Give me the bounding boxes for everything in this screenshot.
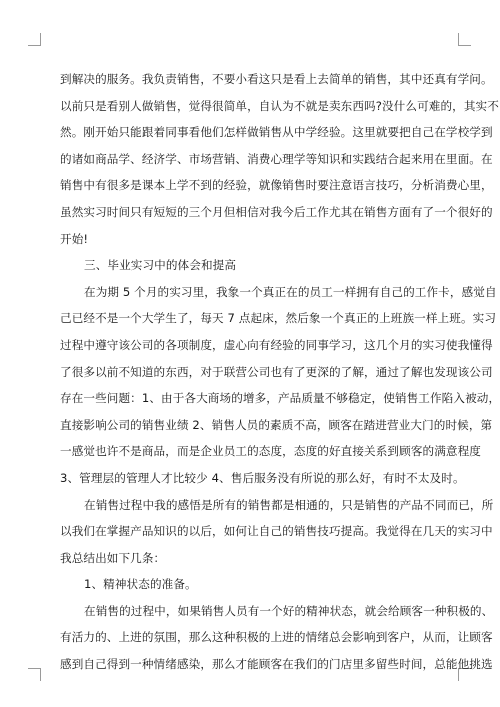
- text-line: 到解决的服务。我负责销售，不要小看这只是看上去简单的销售，其中还真有学问。: [60, 72, 493, 86]
- text-line: 以我们在掌握产品知识的以后，如何让自己的销售技巧提高。我觉得在几天的实习中: [60, 524, 493, 539]
- text-line: 有活力的、上进的氛围，那么这种积极的上进的情绪总会影响到客户，从而，让顾客: [60, 630, 493, 645]
- text-line: 在销售的过程中，如果销售人员有一个好的精神状态，就会给顾客一种积极的、: [84, 603, 494, 618]
- subsection-heading: 1、精神状态的准备。: [84, 577, 197, 592]
- crop-mark-bottom-left: [28, 668, 41, 681]
- text-line: 直接影响公司的销售业绩 2、销售人员的素质不高，顾客在踏进营业大门的时候，第: [60, 417, 493, 432]
- text-line: 3、管理层的管理人才比较少 4、售后服务没有所说的那么好，有时不太及时。: [60, 470, 465, 485]
- text-line: 在为期 5 个月的实习里，我象一个真正在的员工一样拥有自己的工作卡，感觉自: [84, 284, 497, 299]
- text-line: 的诸如商品学、经济学、市场营销、消费心理学等知识和实践结合起来用在里面。在: [60, 151, 493, 166]
- text-line: 销售中有很多是课本上学不到的经验，就像销售时要注意语言技巧，分析消费心里，: [60, 178, 493, 193]
- text-line: 了很多以前不知道的东西，对于联营公司也有了更深的了解，通过了解也发现该公司: [60, 364, 493, 379]
- document-body: [60, 66, 500, 678]
- text-line: 己已经不是一个大学生了，每天 7 点起床，然后象一个真正的上班族一样上班。实习: [60, 311, 497, 326]
- text-line: 开始!: [60, 231, 89, 246]
- text-line: 一感觉也许不是商品，而是企业员工的态度，态度的好直接关系到顾客的满意程度: [60, 444, 481, 459]
- text-line: 存在一些问题：1、由于各大商场的增多，产品质量不够稳定，使销售工作陷入被动，: [60, 391, 500, 406]
- crop-mark-top-right: [458, 33, 471, 46]
- text-line: 我总结出如下几条：: [60, 550, 166, 565]
- text-line: 在销售过程中我的感悟是所有的销售都是相通的，只是销售的产品不同而已，所: [84, 497, 494, 512]
- section-heading: 三、毕业实习中的体会和提高: [84, 258, 237, 273]
- text-line: 过程中遵守该公司的各项制度，虚心向有经验的同事学习，这几个月的实习使我懂得: [60, 337, 493, 352]
- text-line: 感到自己得到一种情绪感染，那么才能顾客在我们的门店里多留些时间，总能他挑选: [60, 657, 493, 672]
- crop-mark-top-left: [28, 33, 41, 46]
- text-line: 虽然实习时间只有短短的三个月但相信对我今后工作尤其在销售方面有了一个很好的: [60, 204, 493, 219]
- text-line: 然。刚开始只能跟着同事看他们怎样做销售从中学经验。这里就要把自己在学校学到: [60, 125, 493, 140]
- text-line: 以前只是看别人做销售，觉得很简单，自认为不就是卖东西吗?没什么可难的，其实不: [60, 98, 499, 113]
